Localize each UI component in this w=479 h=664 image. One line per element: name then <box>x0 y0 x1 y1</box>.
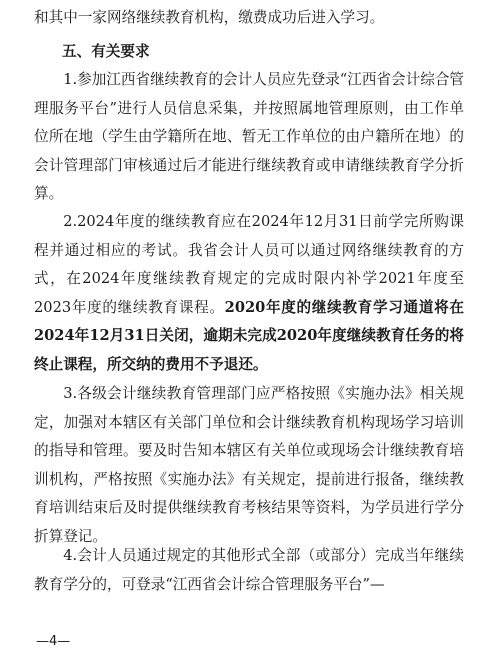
requirement-item-1: 1.参加江西省继续教育的会计人员应先登录“江西省会计综合管理服务平台”进行人员信息采集，并按照属地管理原则，由工作单位所在地（学生由学籍所在地、暂无工作单位的由户籍所在地）的会计管理部门审核通过后才能进行继续教育或申请继续教育学分折算。 <box>34 71 465 203</box>
item-2-bold-notice: 2020年度的继续教育学习通道将在2024年12月31日关闭，逾期未完成2020年度继续教育任务的将终止课程，所交纳的费用不予退还。 <box>34 298 464 373</box>
requirement-item-4: 4.会计人员通过规定的其他形式全部（或部分）完成当年继续教育学分的，可登录“江西省会计综合管理服务平台”— <box>34 547 464 593</box>
requirement-item-2 <box>34 208 464 380</box>
section-heading: 五、有关要求 <box>62 43 150 60</box>
lead-line: 和其中一家网络继续教育机构，缴费成功后进入学习。 <box>34 9 385 26</box>
requirement-item-3: 3.各级会计继续教育管理部门应严格按照《实施办法》相关规定，加强对本辖区有关部门单位和会计继续教育机构现场学习培训的指导和管理。要及时告知本辖区有关单位或现场会计继续教育培训机构，严格按照《实施办法》有关规定，提前进行报备，继续教育培训结束后及时提供继续教育考核结果等资料，为学员进行学分折算登记。 <box>34 385 464 545</box>
item-2-text: 2.2024年度的继续教育应在2024年12月31日前学完所购课程并通过相应的考试。我省会计人员可以通过网络继续教育的方式，在2024年度继续教育规定的完成时限内补学2021年度至2023年度的继续教育课程。 <box>34 213 464 316</box>
page-number: —4— <box>36 634 71 649</box>
